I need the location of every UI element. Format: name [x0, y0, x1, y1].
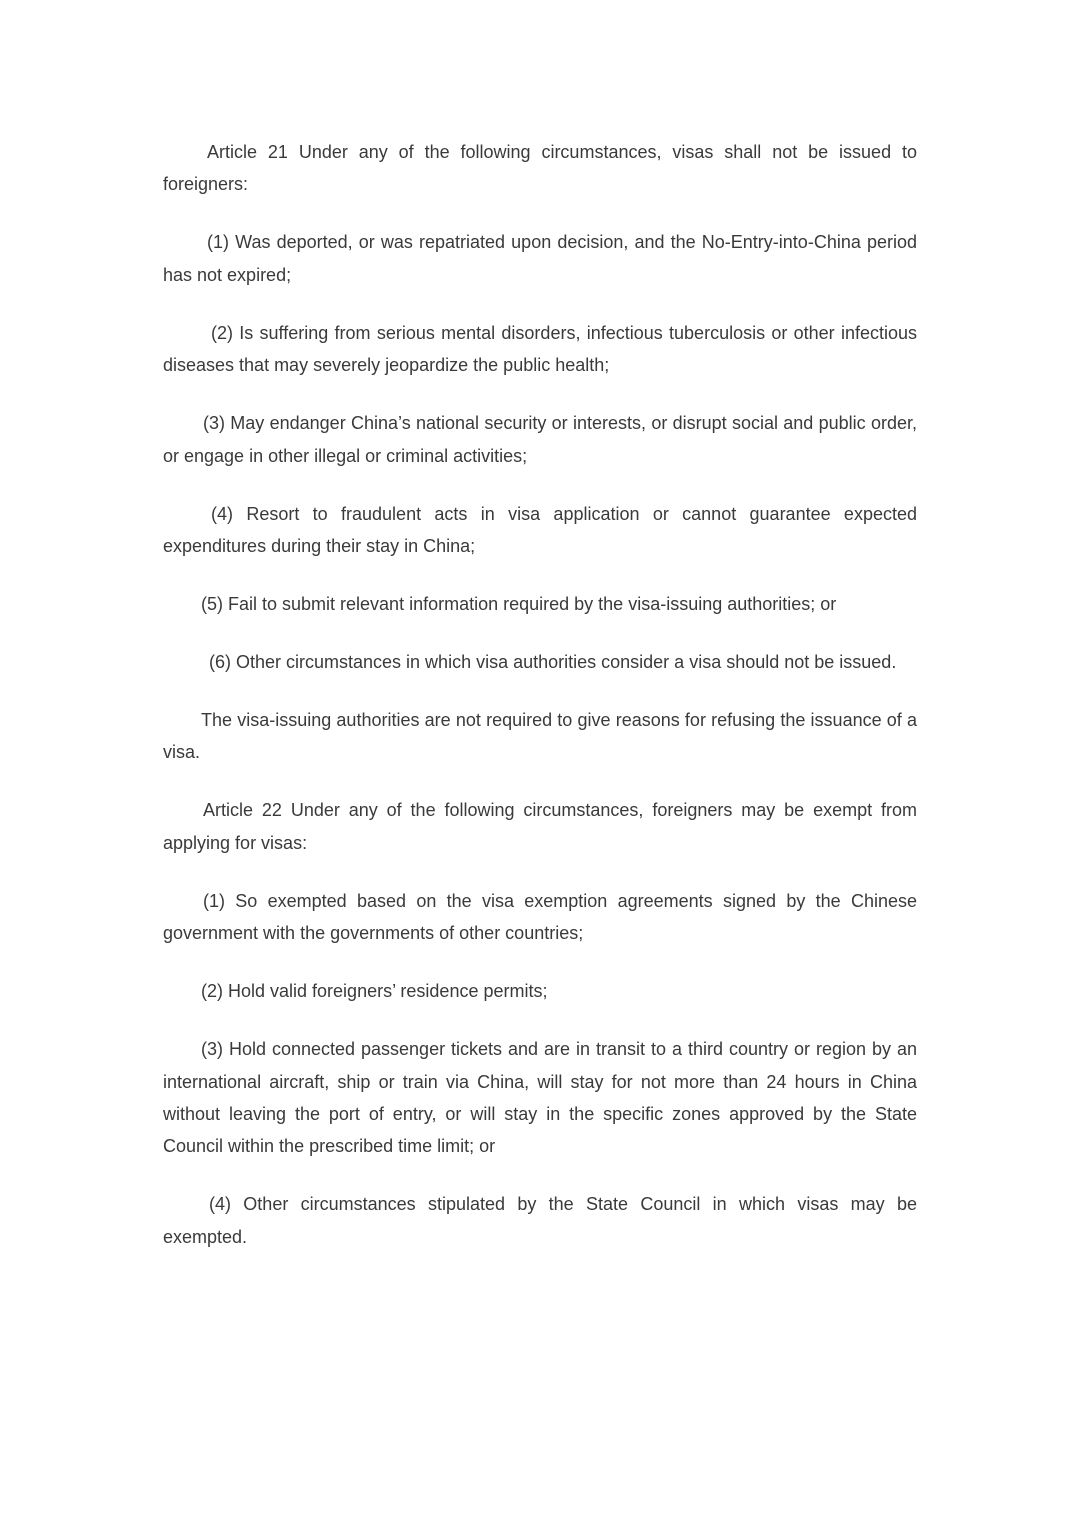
article-21-item-3: (3) May endanger China’s national security or interests, or disrupt social and public order, or engage in other illegal or criminal activities; [163, 413, 917, 466]
article-21-heading: Article 21 Under any of the following circumstances, visas shall not be issued to foreigners: [163, 142, 917, 195]
article-22-item-1: (1) So exempted based on the visa exemption agreements signed by the Chinese government with the governments of other countries; [163, 890, 917, 944]
article-22-item-3: (3) Hold connected passenger tickets and are in transit to a third country or region by an international aircraft, ship or train via China, will stay for not more than 24 hours in China without leaving the port of entry, or will stay in the specific zones approved by the State Council within the prescribed time limit; or [163, 1039, 917, 1157]
article-21-note: The visa-issuing authorities are not required to give reasons for refusing the issuance of a visa. [163, 710, 917, 763]
article-21-item-1: (1) Was deported, or was repatriated upon decision, and the No-Entry-into-China period has not expired; [163, 232, 917, 285]
article-22-item-4: (4) Other circumstances stipulated by the State Council in which visas may be exempted. [163, 1194, 917, 1247]
article-22-item-2: (2) Hold valid foreigners’ residence permits; [201, 981, 548, 1002]
article-21-item-2: (2) Is suffering from serious mental disorders, infectious tuberculosis or other infectious diseases that may severely jeopardize the public health; [163, 322, 917, 376]
article-22-heading: Article 22 Under any of the following circumstances, foreigners may be exempt from applying for visas: [163, 800, 917, 853]
article-21-item-5: (5) Fail to submit relevant information required by the visa-issuing authorities; or [201, 594, 837, 615]
article-21-item-4: (4) Resort to fraudulent acts in visa application or cannot guarantee expected expenditures during their stay in China; [163, 503, 917, 557]
article-21-item-6: (6) Other circumstances in which visa authorities consider a visa should not be issued. [209, 652, 897, 673]
document-page [163, 136, 917, 1279]
